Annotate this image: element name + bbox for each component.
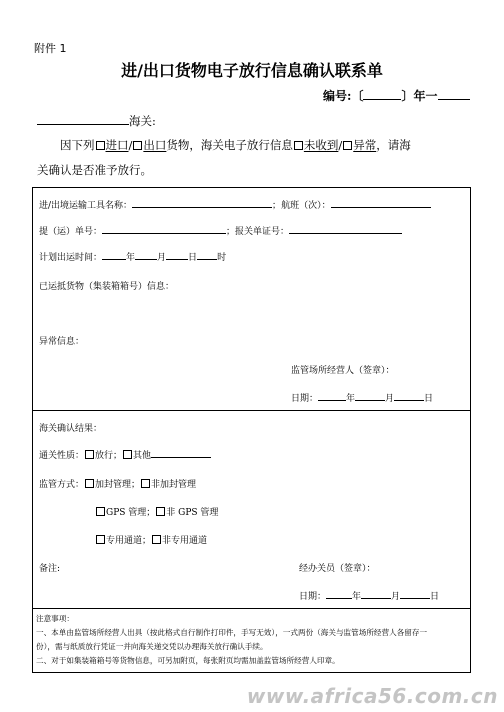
intro-line-1 — [60, 137, 411, 153]
intro-text-2: 货物，海关电子放行信息 — [166, 138, 293, 152]
dash-char: 一 — [425, 89, 438, 103]
officer-year-label: 年 — [352, 592, 362, 602]
customs-result-label: 海关确认结果： — [39, 424, 103, 434]
operator-day-label: 日 — [424, 394, 434, 404]
container-info-label: 已运抵货物（集装箱箱号）信息： — [39, 282, 175, 292]
clearance-sep: ； — [113, 451, 123, 461]
other-field[interactable] — [151, 448, 211, 458]
officer-day-field[interactable] — [400, 589, 430, 599]
number-line — [323, 87, 470, 104]
seal-option: 加封管理 — [95, 480, 132, 490]
plan-label: 计划出运时间： — [39, 253, 103, 263]
note-1-line-2: 份），需与纸质放行凭证一并向海关递交凭以办理海关放行确认手续。 — [36, 642, 268, 651]
bl-sep: ； — [226, 227, 236, 237]
release-option: 放行 — [95, 451, 114, 461]
no-lane-option: 非专用通道 — [162, 536, 208, 546]
plan-month-field[interactable] — [135, 250, 157, 260]
officer-date-row — [299, 589, 439, 602]
intro-text-3: ，请海 — [376, 138, 411, 152]
seal-checkbox[interactable] — [85, 479, 94, 488]
customs-blank[interactable] — [37, 113, 129, 125]
supervision-sep-1: ； — [131, 480, 141, 490]
operator-year-label: 年 — [346, 394, 356, 404]
year-char: 年 — [413, 89, 426, 103]
number-blank[interactable] — [363, 88, 401, 100]
officer-day-label: 日 — [430, 592, 440, 602]
plan-year-label: 年 — [126, 253, 136, 263]
transport-sep: ； — [272, 201, 282, 211]
supervision-label: 监管方式： — [39, 480, 85, 490]
declaration-field[interactable] — [289, 224, 402, 234]
gps-row — [95, 505, 218, 518]
section-divider — [33, 410, 470, 411]
customs-suffix: 海关: — [129, 114, 156, 128]
notes-title: 注意事项： — [36, 614, 74, 623]
plan-day-field[interactable] — [166, 250, 188, 260]
lane-sep: ； — [142, 536, 152, 546]
lane-checkbox[interactable] — [96, 535, 105, 544]
gps-option: GPS 管理 — [106, 508, 147, 518]
operator-date-label: 日期： — [291, 394, 319, 404]
transport-label: 进/出境运输工具名称： — [39, 201, 133, 211]
no-gps-checkbox[interactable] — [156, 507, 165, 516]
export-checkbox[interactable] — [133, 141, 142, 150]
import-checkbox[interactable] — [96, 141, 105, 150]
note-1-line-1: 一、本单由监管场所经营人出具（按此格式自行制作打印件，手写无效），一式两份（海关与监管场所经营人各留存一 — [36, 628, 428, 637]
operator-year-field[interactable] — [318, 391, 346, 401]
plan-month-label: 月 — [157, 253, 167, 263]
import-option: 进口 — [105, 138, 129, 152]
gps-sep: ； — [146, 508, 156, 518]
release-checkbox[interactable] — [85, 450, 94, 459]
plan-time-row — [39, 250, 226, 263]
page-title: 进/出口货物电子放行信息确认联系单 — [121, 61, 383, 80]
clearance-label: 通关性质： — [39, 451, 85, 461]
bl-row — [39, 224, 402, 237]
number-label: 编号: — [323, 89, 352, 103]
no-seal-option: 非加封管理 — [151, 480, 197, 490]
plan-year-field[interactable] — [102, 250, 126, 260]
bl-label: 提（运）单号： — [39, 227, 103, 237]
officer-signature-label: 经办关员（签章）： — [299, 564, 376, 574]
intro-line-2: 关确认是否准予放行。 — [37, 163, 152, 177]
operator-date-row — [291, 391, 433, 404]
confirmation-form — [32, 187, 471, 673]
abnormal-checkbox[interactable] — [343, 141, 352, 150]
plan-day-label: 日 — [188, 253, 198, 263]
serial-blank[interactable] — [438, 88, 470, 100]
officer-year-field[interactable] — [326, 589, 352, 599]
notes-divider — [33, 608, 470, 609]
lane-row — [95, 533, 207, 546]
gps-checkbox[interactable] — [96, 507, 105, 516]
abnormal-info-label: 异常信息： — [39, 337, 85, 347]
plan-hour-field[interactable] — [197, 250, 217, 260]
no-gps-option: 非 GPS 管理 — [166, 508, 219, 518]
clearance-row — [39, 448, 211, 461]
not-received-option: 未收到 — [303, 138, 339, 152]
transport-field[interactable] — [132, 198, 272, 208]
voyage-field[interactable] — [331, 198, 431, 208]
operator-month-label: 月 — [385, 394, 395, 404]
operator-signature-label: 监管场所经营人（签章）： — [291, 366, 395, 376]
other-checkbox[interactable] — [123, 450, 132, 459]
abnormal-option: 异常 — [353, 138, 377, 152]
bl-field[interactable] — [102, 224, 226, 234]
not-received-checkbox[interactable] — [294, 141, 303, 150]
supervision-row — [39, 477, 196, 490]
intro-slash-1: / — [128, 138, 133, 152]
officer-month-label: 月 — [391, 592, 401, 602]
declaration-label: 报关单证号： — [235, 227, 290, 237]
remarks-label: 备注: — [39, 564, 61, 574]
watermark: www.africa56.com.cn — [246, 684, 498, 708]
no-lane-checkbox[interactable] — [152, 535, 161, 544]
intro-text-1: 因下列 — [60, 138, 95, 152]
voyage-label: 航班（次）： — [281, 201, 331, 211]
intro-slash-2: / — [338, 138, 343, 152]
lane-option: 专用通道 — [106, 536, 143, 546]
annex-label: 附件 1 — [34, 42, 67, 55]
note-2: 二、对于如集装箱箱号等货物信息，可另加附页，每张附页均需加盖监管场所经营人印章。 — [36, 656, 340, 665]
officer-month-field[interactable] — [361, 589, 391, 599]
operator-month-field[interactable] — [355, 391, 385, 401]
officer-date-label: 日期： — [299, 592, 327, 602]
customs-line — [37, 113, 156, 129]
other-option: 其他 — [133, 451, 152, 461]
operator-day-field[interactable] — [394, 391, 424, 401]
bracket-close: 〕 — [401, 89, 414, 103]
export-option: 出口 — [143, 138, 167, 152]
transport-row — [39, 198, 431, 211]
no-seal-checkbox[interactable] — [141, 479, 150, 488]
bracket-open: 〔 — [351, 89, 364, 103]
plan-hour-label: 时 — [217, 253, 227, 263]
